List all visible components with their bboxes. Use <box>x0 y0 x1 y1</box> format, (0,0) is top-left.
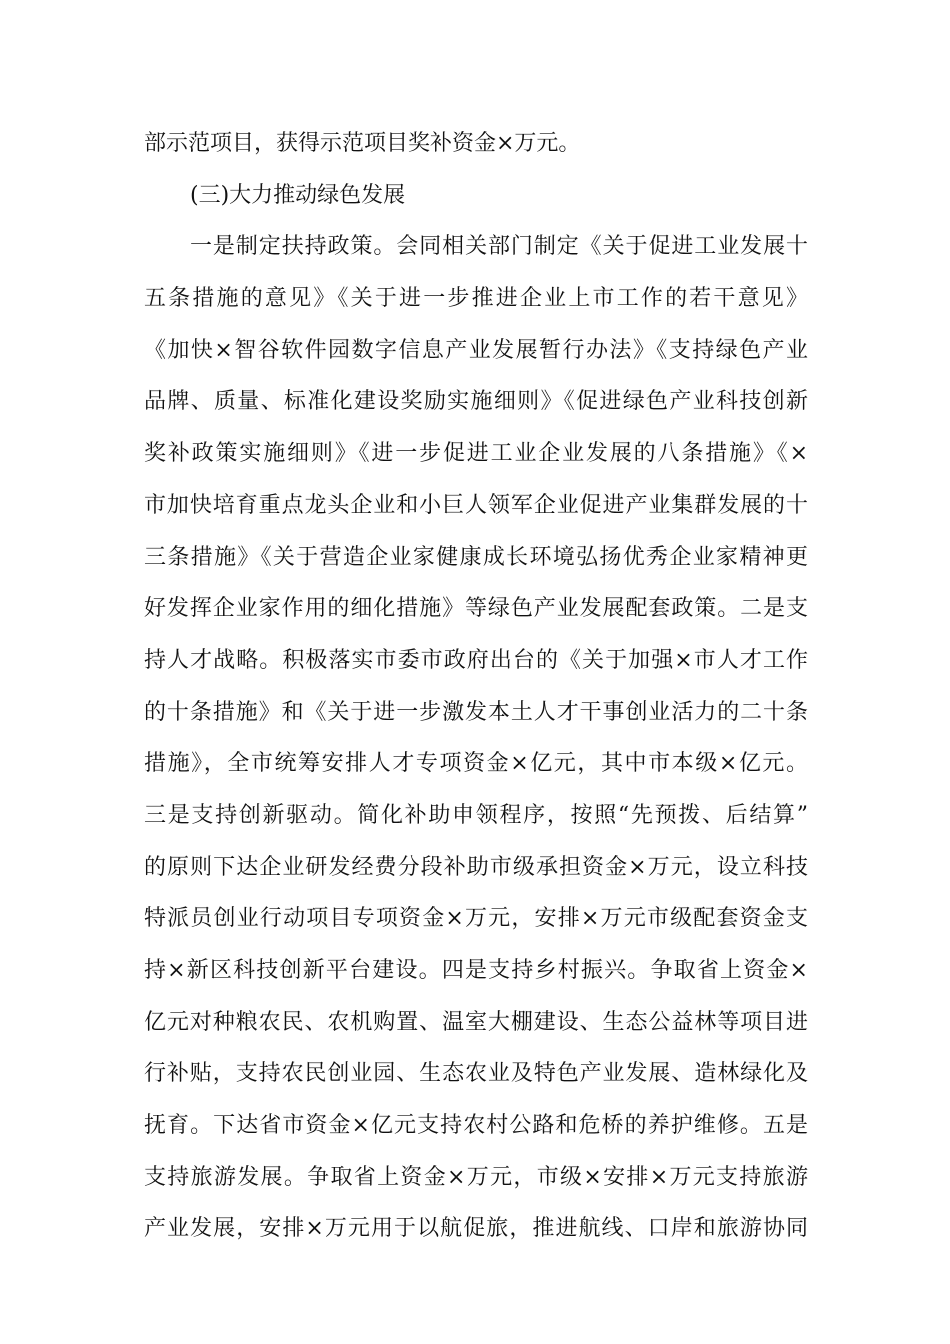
text-line: 持人才战略。积极落实市委市政府出台的《关于加强×市人才工作 <box>144 647 808 673</box>
text-line: 五条措施的意见》《关于进一步推进企业上市工作的若干意见》 <box>144 286 808 312</box>
text-line: 持×新区科技创新平台建设。四是支持乡村振兴。争取省上资金× <box>144 958 808 983</box>
text-line: 三条措施》《关于营造企业家健康成长环境弘扬优秀企业家精神更 <box>144 544 808 570</box>
heading-text: (三)大力推动绿色发展 <box>190 182 406 208</box>
text-line: 好发挥企业家作用的细化措施》等绿色产业发展配套政策。二是支 <box>144 596 808 622</box>
document-body <box>144 118 808 1255</box>
text-line: 措施》，全市统筹安排人才专项资金×亿元，其中市本级×亿元。 <box>144 751 808 777</box>
section-heading <box>144 170 808 222</box>
text-line: 行补贴，支持农民创业园、生态农业及特色产业发展、造林绿化及 <box>144 1061 808 1087</box>
paragraph-continuation <box>144 118 808 170</box>
text-line: 抚育。下达省市资金×亿元支持农村公路和危桥的养护维修。五是 <box>144 1113 808 1139</box>
text-line: 支持旅游发展。争取省上资金×万元，市级×安排×万元支持旅游 <box>144 1164 808 1190</box>
text-line: 特派员创业行动项目专项资金×万元，安排×万元市级配套资金支 <box>144 906 808 932</box>
text-line: 品牌、质量、标准化建设奖励实施细则》《促进绿色产业科技创新 <box>144 389 808 415</box>
text-line: 奖补政策实施细则》《进一步促进工业企业发展的八条措施》《× <box>144 441 808 467</box>
text-line: 部示范项目，获得示范项目奖补资金×万元。 <box>144 131 581 156</box>
text-line: 的十条措施》和《关于进一步激发本土人才干事创业活力的二十条 <box>144 699 808 725</box>
text-line: 三是支持创新驱动。简化补助申领程序，按照“先预拨、后结算” <box>144 802 808 828</box>
text-line: 《加快×智谷软件园数字信息产业发展暂行办法》《支持绿色产业 <box>144 337 808 363</box>
text-line: 产业发展，安排×万元用于以航促旅，推进航线、口岸和旅游协同 <box>144 1216 808 1242</box>
text-line: 一是制定扶持政策。会同相关部门制定《关于促进工业发展十 <box>190 234 808 260</box>
text-line: 市加快培育重点龙头企业和小巨人领军企业促进产业集群发展的十 <box>144 492 808 518</box>
text-line: 的原则下达企业研发经费分段补助市级承担资金×万元，设立科技 <box>144 854 808 880</box>
paragraph-body <box>144 221 808 1255</box>
text-line: 亿元对种粮农民、农机购置、温室大棚建设、生态公益林等项目进 <box>144 1009 808 1035</box>
